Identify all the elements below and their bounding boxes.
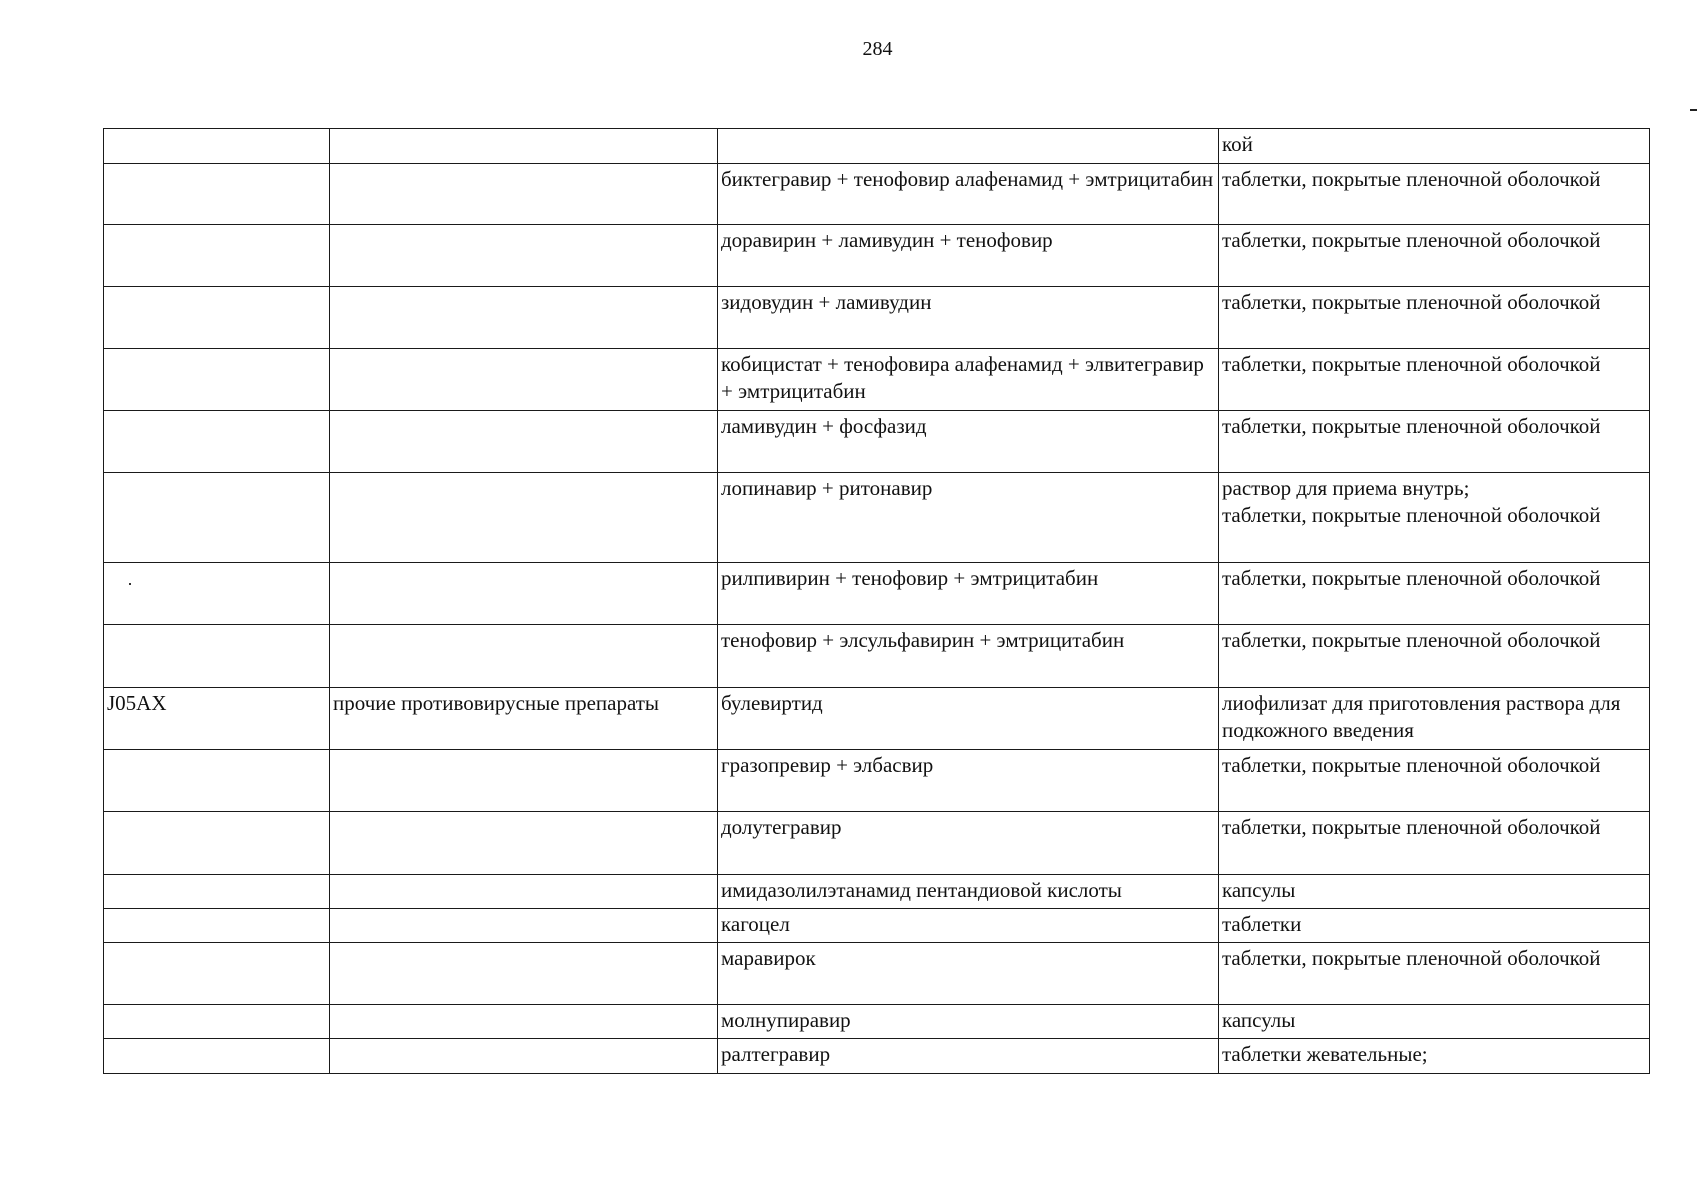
- atc-code-cell: [104, 625, 330, 688]
- group-cell: [330, 411, 718, 473]
- atc-code-cell: [104, 1005, 330, 1039]
- table-row: [104, 563, 1650, 625]
- table-row: [104, 875, 1650, 909]
- atc-code-cell: [104, 750, 330, 812]
- group-cell: [330, 1039, 718, 1074]
- table-row: [104, 349, 1650, 411]
- form-cell: таблетки, покрытые пленочной оболочкой: [1219, 411, 1650, 473]
- form-cell: раствор для приема внутрь; таблетки, покрытые пленочной оболочкой: [1219, 473, 1650, 563]
- atc-code-cell: [104, 909, 330, 943]
- table-row: [104, 129, 1650, 164]
- form-cell: таблетки, покрытые пленочной оболочкой: [1219, 812, 1650, 875]
- drug-table: [103, 128, 1650, 1074]
- form-cell: таблетки, покрытые пленочной оболочкой: [1219, 750, 1650, 812]
- drug-cell: гразопревир + элбасвир: [718, 750, 1219, 812]
- group-cell: [330, 349, 718, 411]
- form-cell: таблетки, покрытые пленочной оболочкой: [1219, 164, 1650, 225]
- form-cell: кой: [1219, 129, 1650, 164]
- group-cell: [330, 563, 718, 625]
- group-cell: [330, 812, 718, 875]
- atc-code-cell: [104, 349, 330, 411]
- drug-cell: тенофовир + элсульфавирин + эмтрицитабин: [718, 625, 1219, 688]
- group-cell: [330, 625, 718, 688]
- atc-code-cell: [104, 129, 330, 164]
- table-row: [104, 411, 1650, 473]
- form-cell: таблетки: [1219, 909, 1650, 943]
- drug-cell: долутегравир: [718, 812, 1219, 875]
- atc-code-cell: [104, 164, 330, 225]
- group-cell: [330, 473, 718, 563]
- drug-cell: биктегравир + тенофовир алафенамид + эмтрицитабин: [718, 164, 1219, 225]
- drug-cell: ламивудин + фосфазид: [718, 411, 1219, 473]
- table-row: [104, 625, 1650, 688]
- drug-cell: молнупиравир: [718, 1005, 1219, 1039]
- stray-dot: [129, 583, 131, 585]
- form-cell: капсулы: [1219, 875, 1650, 909]
- form-cell: таблетки, покрытые пленочной оболочкой: [1219, 563, 1650, 625]
- drug-cell: имидазолилэтанамид пентандиовой кислоты: [718, 875, 1219, 909]
- atc-code-cell: [104, 812, 330, 875]
- drug-cell: маравирок: [718, 943, 1219, 1005]
- atc-code-cell: [104, 287, 330, 349]
- drug-cell: рилпивирин + тенофовир + эмтрицитабин: [718, 563, 1219, 625]
- form-cell: таблетки, покрытые пленочной оболочкой: [1219, 625, 1650, 688]
- table-row: [104, 943, 1650, 1005]
- group-cell: [330, 225, 718, 287]
- group-cell: [330, 909, 718, 943]
- group-cell: [330, 943, 718, 1005]
- atc-code-cell: [104, 411, 330, 473]
- drug-cell: кагоцел: [718, 909, 1219, 943]
- table-row: [104, 164, 1650, 225]
- group-cell: [330, 287, 718, 349]
- drug-cell: зидовудин + ламивудин: [718, 287, 1219, 349]
- form-cell: лиофилизат для приготовления раствора для подкожного введения: [1219, 688, 1650, 750]
- table-row: [104, 688, 1650, 750]
- form-cell: таблетки, покрытые пленочной оболочкой: [1219, 943, 1650, 1005]
- atc-code-cell: [104, 875, 330, 909]
- form-cell: таблетки, покрытые пленочной оболочкой: [1219, 225, 1650, 287]
- page-number: 284: [862, 38, 893, 60]
- group-cell: прочие противовирусные препараты: [330, 688, 718, 750]
- form-cell: таблетки, покрытые пленочной оболочкой: [1219, 349, 1650, 411]
- margin-mark: [1690, 109, 1697, 111]
- table-row: [104, 287, 1650, 349]
- atc-code-cell: J05AX: [104, 688, 330, 750]
- drug-cell: [718, 129, 1219, 164]
- group-cell: [330, 1005, 718, 1039]
- group-cell: [330, 750, 718, 812]
- table-row: [104, 909, 1650, 943]
- drug-cell: кобицистат + тенофовира алафенамид + элвитегравир + эмтрицитабин: [718, 349, 1219, 411]
- group-cell: [330, 164, 718, 225]
- table-row: [104, 750, 1650, 812]
- group-cell: [330, 875, 718, 909]
- drug-cell: лопинавир + ритонавир: [718, 473, 1219, 563]
- atc-code-cell: [104, 473, 330, 563]
- atc-code-cell: [104, 563, 330, 625]
- table-row: [104, 1039, 1650, 1074]
- table-row: [104, 812, 1650, 875]
- drug-cell: доравирин + ламивудин + тенофовир: [718, 225, 1219, 287]
- table-row: [104, 225, 1650, 287]
- drug-cell: булевиртид: [718, 688, 1219, 750]
- form-cell: таблетки жевательные;: [1219, 1039, 1650, 1074]
- drug-cell: ралтегравир: [718, 1039, 1219, 1074]
- form-cell: капсулы: [1219, 1005, 1650, 1039]
- atc-code-cell: [104, 943, 330, 1005]
- table-row: [104, 1005, 1650, 1039]
- atc-code-cell: [104, 225, 330, 287]
- table-row: [104, 473, 1650, 563]
- atc-code-cell: [104, 1039, 330, 1074]
- group-cell: [330, 129, 718, 164]
- form-cell: таблетки, покрытые пленочной оболочкой: [1219, 287, 1650, 349]
